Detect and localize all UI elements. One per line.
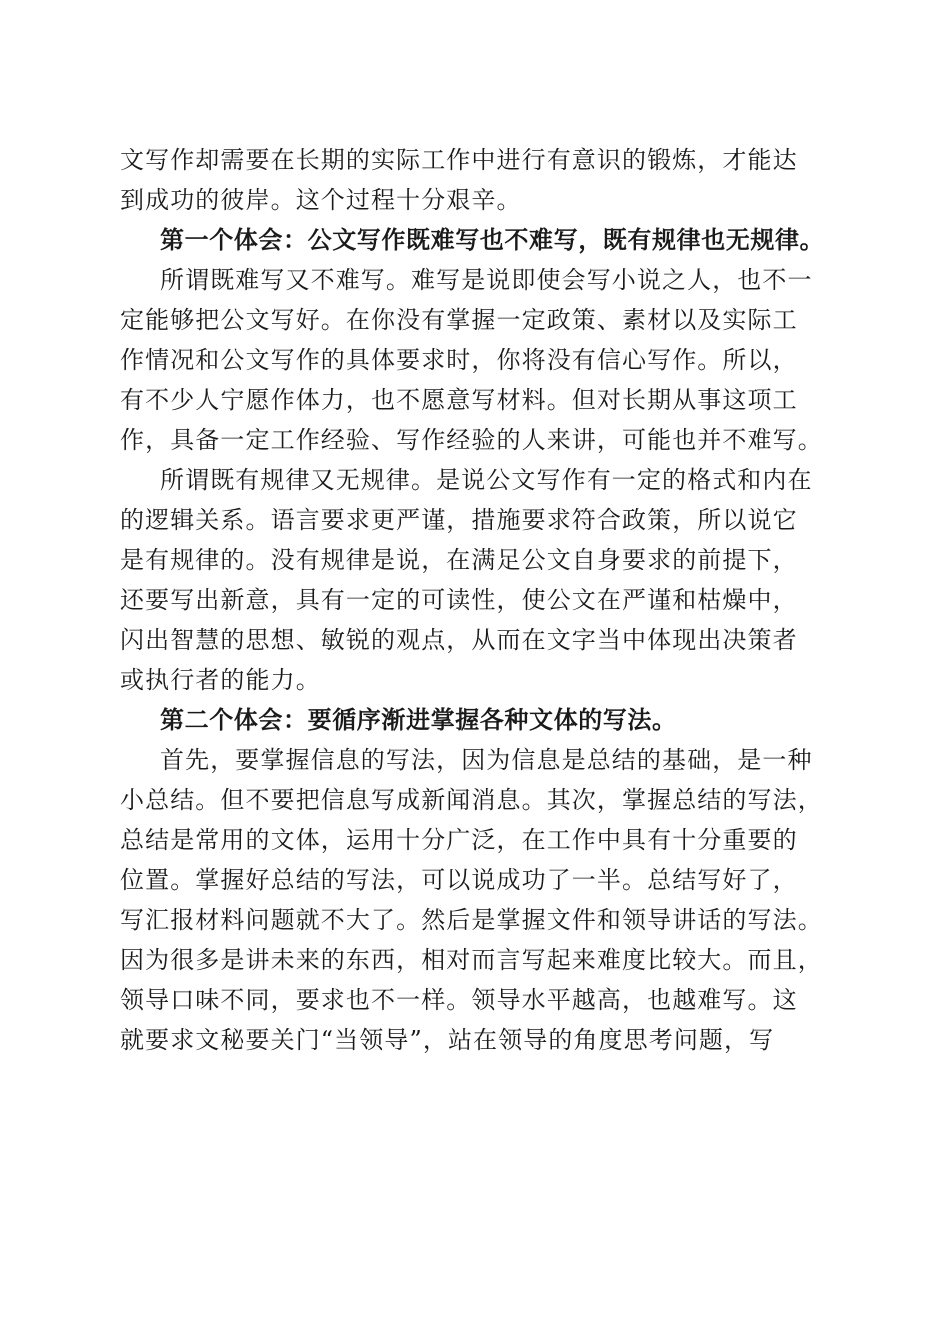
text-line: 首先，要掌握信息的写法，因为信息是总结的基础，是一种 xyxy=(160,746,813,774)
text-line: 位置。掌握好总结的写法，可以说成功了一半。总结写好了， xyxy=(120,866,798,894)
text-line: 是有规律的。没有规律是说，在满足公文自身要求的前提下， xyxy=(120,546,798,574)
text-line: 的逻辑关系。语言要求更严谨，措施要求符合政策，所以说它 xyxy=(120,506,798,534)
text-line: 闪出智慧的思想、敏锐的观点，从而在文字当中体现出决策者 xyxy=(120,626,798,654)
text-line: 定能够把公文写好。在你没有掌握一定政策、素材以及实际工 xyxy=(120,306,798,334)
text-line: 还要写出新意，具有一定的可读性，使公文在严谨和枯燥中， xyxy=(120,586,798,614)
text-line: 文写作却需要在长期的实际工作中进行有意识的锻炼，才能达 xyxy=(120,146,798,174)
text-line: 就要求文秘要关门“当领导”，站在领导的角度思考问题，写 xyxy=(120,1026,775,1054)
text-line: 写汇报材料问题就不大了。然后是掌握文件和领导讲话的写法。 xyxy=(120,906,823,934)
text-line: 或执行者的能力。 xyxy=(120,666,321,694)
text-line: 作情况和公文写作的具体要求时，你将没有信心写作。所以， xyxy=(120,346,798,374)
text-line: 到成功的彼岸。这个过程十分艰辛。 xyxy=(120,186,522,214)
text-line: 所谓既难写又不难写。难写是说即使会写小说之人，也不一 xyxy=(160,266,813,294)
text-line: 领导口味不同，要求也不一样。领导水平越高，也越难写。这 xyxy=(120,986,798,1014)
text-line: 所谓既有规律又无规律。是说公文写作有一定的格式和内在 xyxy=(160,466,813,494)
section-heading-1: 第一个体会：公文写作既难写也不难写，既有规律也无规律。 xyxy=(160,225,825,254)
text-line: 有不少人宁愿作体力，也不愿意写材料。但对长期从事这项工 xyxy=(120,386,798,414)
text-line: 总结是常用的文体，运用十分广泛，在工作中具有十分重要的 xyxy=(120,826,798,854)
text-line: 小总结。但不要把信息写成新闻消息。其次，掌握总结的写法， xyxy=(120,786,823,814)
section-heading-2: 第二个体会：要循序渐进掌握各种文体的写法。 xyxy=(160,705,677,734)
text-line: 因为很多是讲未来的东西，相对而言写起来难度比较大。而且， xyxy=(120,946,823,974)
document-page xyxy=(120,140,840,1060)
text-line: 作，具备一定工作经验、写作经验的人来讲，可能也并不难写。 xyxy=(120,426,823,454)
